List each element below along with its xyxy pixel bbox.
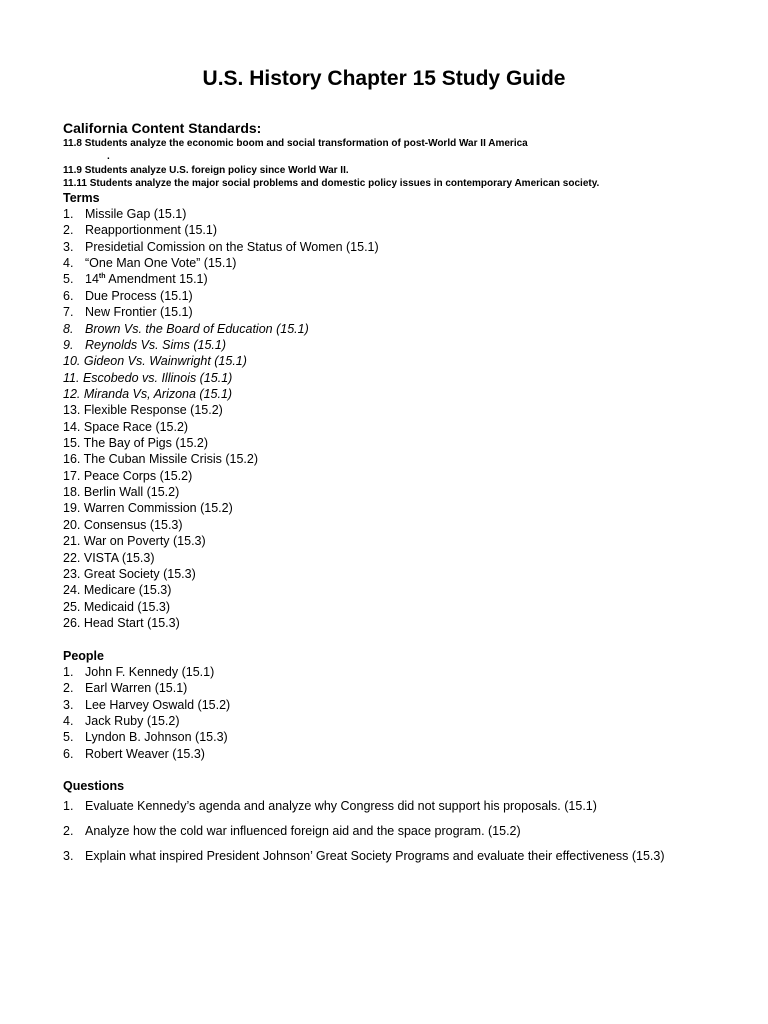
ordinal-superscript: th — [98, 273, 106, 281]
item-number: 9. — [63, 337, 74, 352]
item-number: 2. — [63, 681, 74, 696]
list-item — [63, 729, 230, 745]
item-text: Due Process (15.1) — [85, 288, 193, 303]
list-item — [63, 468, 379, 484]
list-item — [63, 697, 230, 713]
list-item — [63, 664, 230, 680]
terms-list — [63, 206, 379, 631]
item-text: Flexible Response (15.2) — [83, 403, 223, 418]
item-number: 2. — [63, 824, 74, 838]
list-item — [63, 819, 723, 844]
item-number: 6. — [63, 746, 74, 761]
item-text: John F. Kennedy (15.1) — [85, 665, 215, 679]
list-item — [63, 402, 379, 418]
item-text: Berlin Wall (15.2) — [83, 485, 180, 500]
standard-11-9: 11.9 Students analyze U.S. foreign policy since World War II. — [63, 165, 349, 176]
list-item — [63, 599, 379, 615]
item-text-before: 14 — [85, 272, 99, 287]
item-text: The Cuban Missile Crisis (15.2) — [83, 452, 258, 467]
item-number: 7. — [63, 305, 74, 320]
item-text: Analyze how the cold war influenced foreign aid and the space program. (15.2) — [85, 824, 521, 838]
list-item — [63, 550, 379, 566]
item-number: 4. — [63, 256, 74, 271]
people-list — [63, 664, 230, 762]
item-text: Earl Warren (15.1) — [85, 681, 188, 696]
list-item — [63, 435, 379, 451]
item-number: 22. — [63, 550, 81, 565]
item-text: Reynolds Vs. Sims (15.1) — [85, 337, 227, 352]
list-item — [63, 451, 379, 467]
list-item — [63, 222, 379, 238]
list-item — [63, 615, 379, 631]
item-text: New Frontier (15.1) — [85, 305, 193, 320]
list-item — [63, 500, 379, 516]
item-number: 20. — [63, 517, 81, 532]
list-item — [63, 533, 379, 549]
item-number: 6. — [63, 288, 74, 303]
item-number: 12. — [63, 386, 81, 401]
item-number: 13. — [63, 403, 81, 418]
item-number: 1. — [63, 665, 74, 679]
item-text: Head Start (15.3) — [83, 615, 180, 630]
item-number: 4. — [63, 714, 74, 729]
standards-heading: California Content Standards: — [63, 120, 262, 136]
item-text: Robert Weaver (15.3) — [85, 746, 205, 761]
list-item — [63, 206, 379, 222]
terms-heading: Terms — [63, 191, 100, 205]
list-item — [63, 337, 379, 353]
list-item — [63, 713, 230, 729]
list-item — [63, 353, 379, 369]
list-item — [63, 680, 230, 696]
list-item — [63, 746, 230, 762]
item-number: 17. — [63, 468, 81, 483]
item-number: 10. — [63, 354, 81, 369]
item-text: Lee Harvey Oswald (15.2) — [85, 697, 231, 712]
item-text: Consensus (15.3) — [83, 517, 183, 532]
list-item — [63, 844, 723, 869]
item-number: 19. — [63, 501, 81, 516]
item-number: 16. — [63, 452, 81, 467]
item-number: 3. — [63, 239, 74, 254]
item-number: 23. — [63, 566, 81, 581]
item-text: Reapportionment (15.1) — [85, 223, 218, 238]
list-item — [63, 321, 379, 337]
item-number: 1. — [63, 799, 74, 813]
item-text: War on Poverty (15.3) — [83, 534, 206, 549]
item-text: Gideon Vs. Wainwright (15.1) — [83, 354, 247, 369]
item-number: 11. — [63, 370, 80, 385]
item-text: Jack Ruby (15.2) — [85, 714, 180, 729]
item-text: Presidetial Comission on the Status of Women (15.1) — [85, 239, 379, 254]
item-number: 18. — [63, 485, 81, 500]
list-item — [63, 582, 379, 598]
item-text: Missile Gap (15.1) — [85, 207, 187, 221]
item-text: Medicaid (15.3) — [83, 599, 171, 614]
list-item — [63, 370, 379, 386]
item-number: 14. — [63, 419, 81, 434]
item-text: Medicare (15.3) — [83, 583, 172, 598]
item-number: 3. — [63, 849, 74, 863]
standard-11-8: 11.8 Students analyze the economic boom and social transformation of post-World War II America — [63, 138, 528, 149]
item-text: “One Man One Vote” (15.1) — [85, 256, 237, 271]
item-number: 5. — [63, 272, 74, 287]
item-text: Warren Commission (15.2) — [83, 501, 233, 516]
item-text: Brown Vs. the Board of Education (15.1) — [85, 321, 309, 336]
item-number: 15. — [63, 436, 81, 451]
item-text: VISTA (15.3) — [83, 550, 155, 565]
list-item — [63, 386, 379, 402]
item-number: 24. — [63, 583, 81, 598]
questions-heading: Questions — [63, 779, 125, 793]
item-text: Explain what inspired President Johnson’ Great Society Programs and evaluate their effectiveness (15.3) — [85, 849, 665, 863]
item-number: 1. — [63, 207, 74, 221]
standard-11-11: 11.11 Students analyze the major social problems and domestic policy issues in contemporary American society. — [63, 178, 600, 189]
item-number: 8. — [63, 321, 74, 336]
item-number: 3. — [63, 697, 74, 712]
item-number: 25. — [63, 599, 81, 614]
item-number: 2. — [63, 223, 74, 238]
item-number: 21. — [63, 534, 81, 549]
list-item — [63, 255, 379, 271]
item-text: The Bay of Pigs (15.2) — [83, 436, 209, 451]
questions-list — [63, 794, 723, 869]
list-item — [63, 484, 379, 500]
item-text: Space Race (15.2) — [83, 419, 189, 434]
item-text: Evaluate Kennedy’s agenda and analyze why Congress did not support his proposals. (15.1) — [85, 799, 597, 813]
item-text-after: Amendment 15.1) — [105, 272, 208, 287]
list-item — [63, 517, 379, 533]
list-item — [63, 288, 379, 304]
item-number: 5. — [63, 730, 74, 745]
list-item — [63, 239, 379, 255]
list-item — [63, 566, 379, 582]
list-item — [63, 304, 379, 320]
item-text: Miranda Vs, Arizona (15.1) — [83, 386, 233, 401]
list-item — [63, 271, 379, 287]
item-text: Peace Corps (15.2) — [83, 468, 193, 483]
standard-dot: . — [107, 151, 110, 162]
list-item — [63, 794, 723, 819]
item-text: Great Society (15.3) — [83, 566, 196, 581]
item-text: Lyndon B. Johnson (15.3) — [85, 730, 228, 745]
list-item — [63, 419, 379, 435]
item-number: 26. — [63, 615, 81, 630]
item-text: Escobedo vs. Illinois (15.1) — [82, 370, 233, 385]
page-title: U.S. History Chapter 15 Study Guide — [202, 67, 566, 90]
people-heading: People — [63, 649, 104, 663]
